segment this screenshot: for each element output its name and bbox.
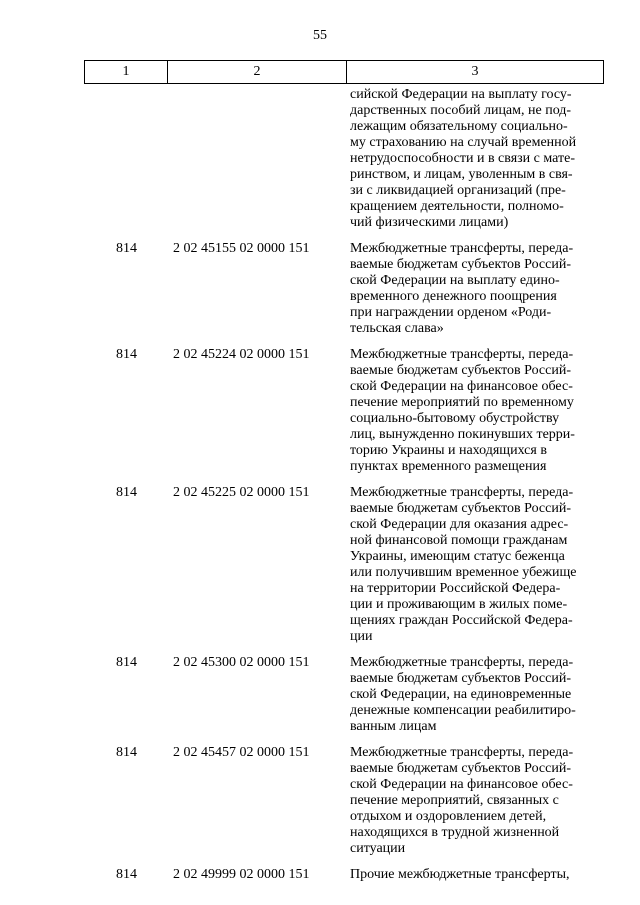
- description-line: ванным лицам: [350, 719, 437, 734]
- description-line: Украины, имеющим статус беженца: [350, 549, 565, 564]
- description-line: пунктах временного размещения: [350, 459, 547, 474]
- budget-code: 2 02 49999 02 0000 151: [173, 867, 310, 882]
- description-line: отдыхом и оздоровлением детей,: [350, 809, 547, 824]
- column-header-table: [84, 60, 604, 84]
- description-line: ции и проживающим в жилых поме-: [350, 597, 568, 612]
- description-line: Прочие межбюджетные трансферты,: [350, 867, 570, 882]
- description-line: ваемые бюджетам субъектов Россий-: [350, 761, 571, 776]
- column-header-3: 3: [347, 61, 604, 84]
- continuation-line: дарственных пособий лицам, не под-: [350, 103, 572, 118]
- admin-code: 814: [116, 485, 137, 500]
- description-line: ваемые бюджетам субъектов Россий-: [350, 257, 571, 272]
- description-line: или получившим временное убежище: [350, 565, 577, 580]
- description-line: ной финансовой помощи гражданам: [350, 533, 568, 548]
- description-line: социально-бытовому обустройству: [350, 411, 560, 426]
- description-line: при награждении орденом «Роди-: [350, 305, 552, 320]
- admin-code: 814: [116, 745, 137, 760]
- column-header-2: 2: [168, 61, 347, 84]
- description-line: денежные компенсации реабилитиро-: [350, 703, 576, 718]
- description-line: ской Федерации на выплату едино-: [350, 273, 560, 288]
- description-line: печение мероприятий, связанных с: [350, 793, 559, 808]
- continuation-line: лежащим обязательному социально-: [350, 119, 568, 134]
- page-number: 55: [313, 28, 327, 43]
- description-line: на территории Российской Федера-: [350, 581, 561, 596]
- description-line: Межбюджетные трансферты, переда-: [350, 655, 574, 670]
- description-line: ции: [350, 629, 373, 644]
- admin-code: 814: [116, 347, 137, 362]
- continuation-line: кращением деятельности, полномо-: [350, 199, 564, 214]
- description-line: ваемые бюджетам субъектов Россий-: [350, 363, 571, 378]
- budget-code: 2 02 45457 02 0000 151: [173, 745, 310, 760]
- description-line: Межбюджетные трансферты, переда-: [350, 241, 574, 256]
- continuation-line: сийской Федерации на выплату госу-: [350, 87, 572, 102]
- continuation-line: му страхованию на случай временной: [350, 135, 577, 150]
- description-line: торию Украины и находящихся в: [350, 443, 547, 458]
- description-line: ситуации: [350, 841, 406, 856]
- description-line: лиц, вынужденно покинувших терри-: [350, 427, 575, 442]
- column-header-1: 1: [85, 61, 168, 84]
- continuation-line: ринством, и лицам, уволенным в свя-: [350, 167, 573, 182]
- description-line: ваемые бюджетам субъектов Россий-: [350, 671, 571, 686]
- description-line: ской Федерации, на единовременные: [350, 687, 572, 702]
- description-line: ваемые бюджетам субъектов Россий-: [350, 501, 571, 516]
- budget-code: 2 02 45155 02 0000 151: [173, 241, 310, 256]
- budget-code: 2 02 45224 02 0000 151: [173, 347, 310, 362]
- description-line: временного денежного поощрения: [350, 289, 557, 304]
- description-line: щениях граждан Российской Федера-: [350, 613, 573, 628]
- description-line: находящихся в трудной жизненной: [350, 825, 560, 840]
- description-line: ской Федерации на финансовое обес-: [350, 379, 573, 394]
- continuation-line: нетрудоспособности и в связи с мате-: [350, 151, 575, 166]
- description-line: тельская слава»: [350, 321, 444, 336]
- description-line: ской Федерации на финансовое обес-: [350, 777, 573, 792]
- description-line: Межбюджетные трансферты, переда-: [350, 485, 574, 500]
- continuation-line: чий физическими лицами): [350, 215, 509, 230]
- admin-code: 814: [116, 241, 137, 256]
- description-line: печение мероприятий по временному: [350, 395, 574, 410]
- continuation-line: зи с ликвидацией организаций (пре-: [350, 183, 566, 198]
- admin-code: 814: [116, 867, 137, 882]
- description-line: Межбюджетные трансферты, переда-: [350, 745, 574, 760]
- description-line: Межбюджетные трансферты, переда-: [350, 347, 574, 362]
- admin-code: 814: [116, 655, 137, 670]
- budget-code: 2 02 45225 02 0000 151: [173, 485, 310, 500]
- description-line: ской Федерации для оказания адрес-: [350, 517, 569, 532]
- budget-code: 2 02 45300 02 0000 151: [173, 655, 310, 670]
